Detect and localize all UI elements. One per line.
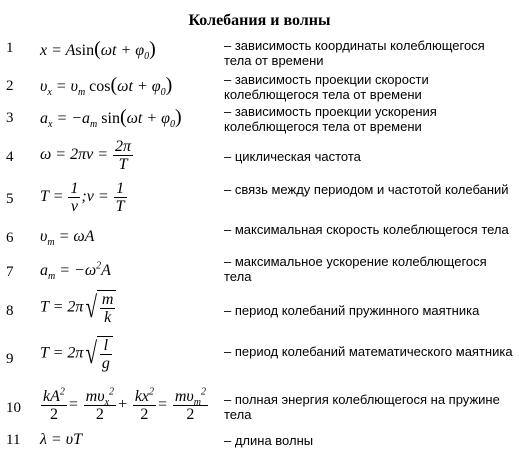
row-number: 8 [6,303,14,319]
row-number: 10 [6,400,21,416]
row-number: 4 [6,149,14,165]
formula: T = $\frac{1}{\nu}$ ;ν = $\frac{1}{T}$ [40,180,125,215]
formula-description: – период колебаний пружинного маятника [224,303,480,318]
formula-description: – максимальное ускорение колеблющегося тела [224,254,487,284]
formula: T = 2π√ $\frac{l}{g}$ [40,336,113,372]
formula-description: – циклическая частота [224,149,361,164]
formula-description: – зависимость проекции скорости колеблющегося тела от времени [224,72,429,102]
formula-description: – длина волны [224,433,314,448]
formula: $\frac{kA^2}{2}$ = $\frac{m\upsilon_x^2}{2}$ + $\frac{kx^2}{2}$ = $\frac{m\upsilon_m^2}{2}$ [43,386,206,423]
row-number: 6 [6,230,14,246]
formula-description: – зависимость координаты колеблющегося тела от времени [224,38,485,68]
page-title: Колебания и волны [188,12,331,29]
formula-description: – период колебаний математического маятника [224,344,513,359]
row-number: 1 [6,40,14,56]
row-number: 2 [6,78,14,94]
formula: T = 2π√ $\frac{m}{k}$ [40,290,116,326]
row-number: 5 [6,191,14,207]
formula: ω = 2πν = $\frac{2\pi}{T}$ [40,138,132,173]
formula: $a_m = -\omega^2A$ [40,260,111,283]
formula: $\upsilon_m = \omega A$ [40,228,95,249]
formula: λ = υT [40,431,82,448]
row-number: 7 [6,264,14,280]
formula-description: – связь между периодом и частотой колебаний [224,182,509,197]
formula: $\upsilon_x = \upsilon_m$ $\cos(\omega t + \varphi_0)$ [40,74,173,99]
row-number: 9 [6,351,14,367]
formula: $x = Asin(\omega t + \varphi_0)$ [40,38,156,63]
row-number: 3 [6,110,14,126]
row-number: 11 [6,432,21,448]
formula-description: – полная энергия колеблющегося на пружине тела [224,392,500,422]
formula-description: – максимальная скорость колеблющегося тела [224,222,509,237]
formula-description: – зависимость проекции ускорения колеблющегося тела от времени [224,104,437,134]
formula: $a_x = -a_m$ $\sin(\omega t + \varphi_0)$ [40,106,182,131]
